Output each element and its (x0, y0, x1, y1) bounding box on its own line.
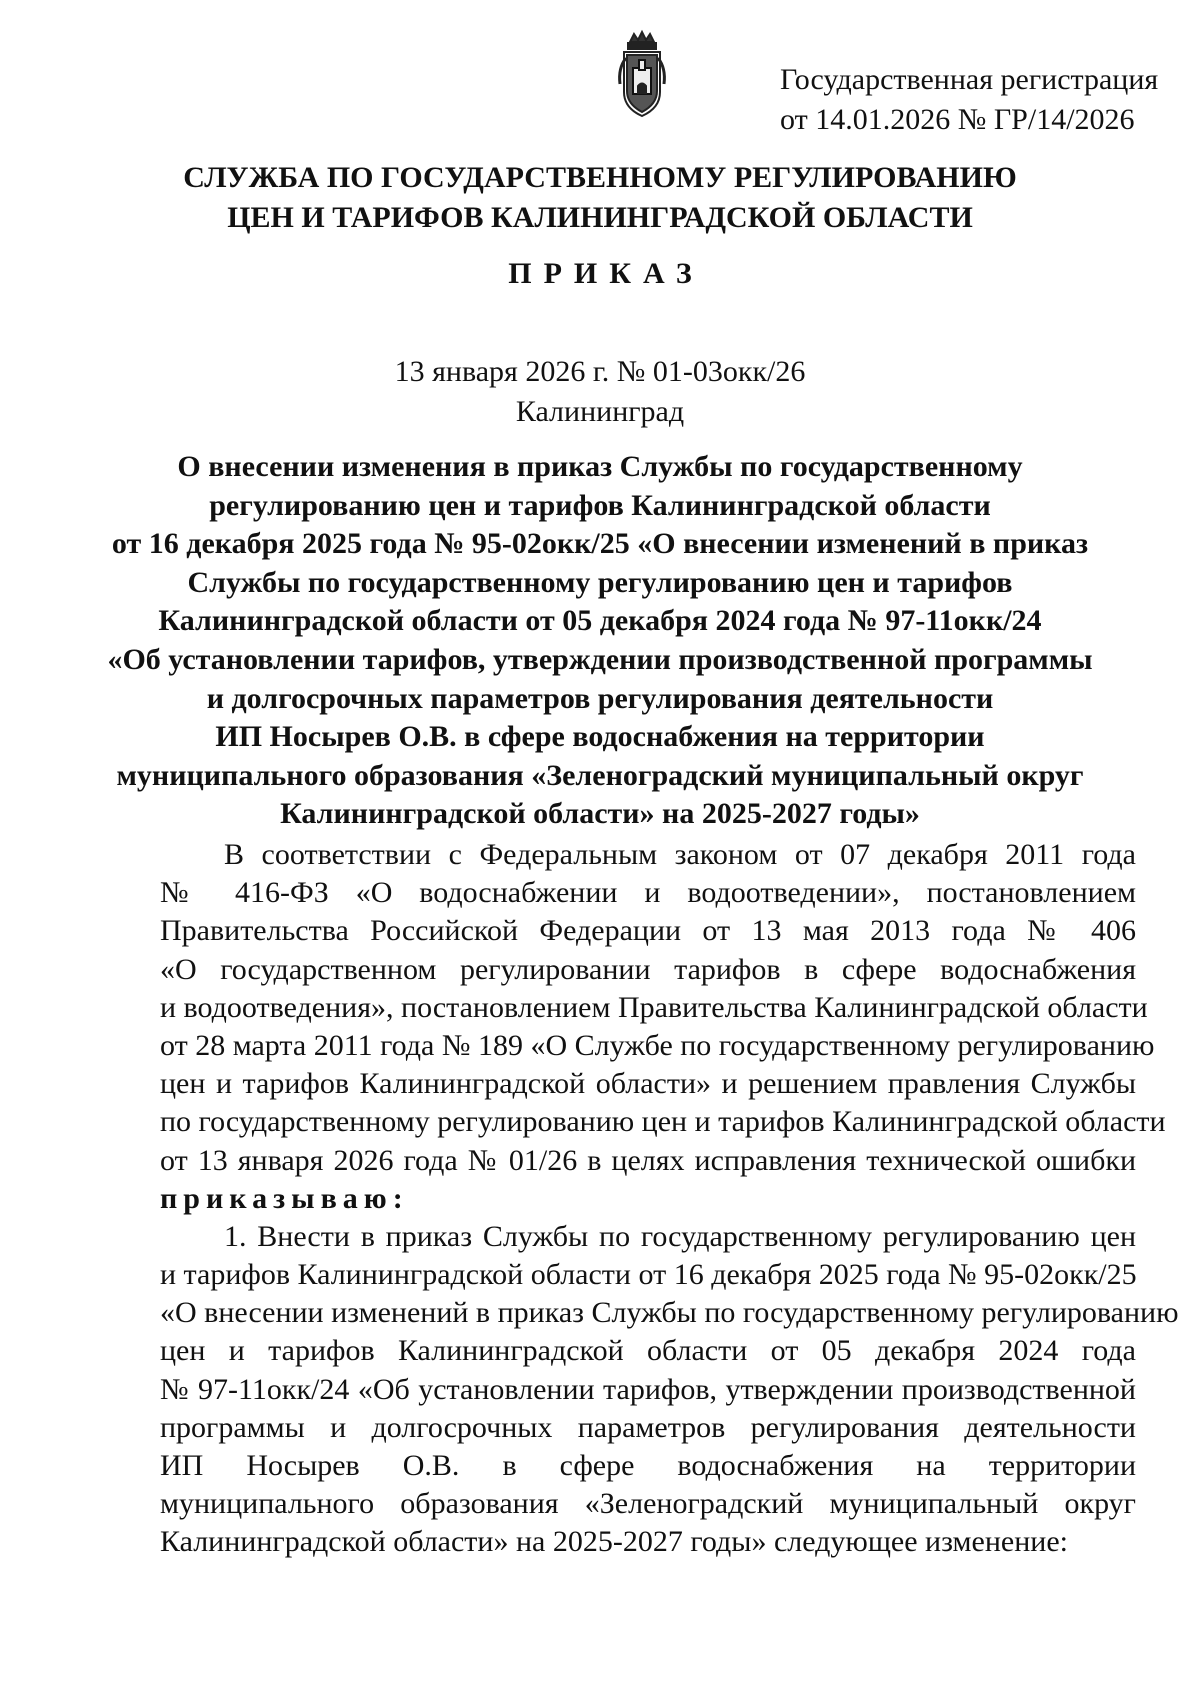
subject-line: и долгосрочных параметров регулирования деятельности (206, 681, 994, 715)
document-type-heading: ПРИКАЗ (508, 257, 704, 290)
order-subject (0, 448, 1200, 834)
preamble-line: от 13 января 2026 года № 01/26 в целях исправления технической ошибки (160, 1143, 1136, 1177)
organization-name (0, 158, 1200, 238)
order-date-block (0, 352, 1200, 432)
subject-line: муниципального образования «Зеленоградский муниципальный округ (116, 758, 1084, 792)
item-1-line: и тарифов Калининградской области от 16 декабря 2025 года № 95-02окк/25 (160, 1258, 1137, 1292)
item-1-line: программы и долгосрочных параметров регулирования деятельности (160, 1410, 1136, 1444)
registration-line-1: Государственная регистрация (780, 63, 1159, 96)
preamble-line: № 416-ФЗ «О водоснабжении и водоотведении», постановлением (160, 876, 1136, 910)
subject-line: от 16 декабря 2025 года № 95-02окк/25 «О внесении изменений в приказ (111, 527, 1089, 561)
order-date-number: 13 января 2026 г. № 01-03окк/26 (394, 355, 806, 388)
item-1-line: 1. Внести в приказ Службы по государственному регулированию цен (224, 1219, 1136, 1253)
subject-line: регулированию цен и тарифов Калининградской области (209, 488, 991, 522)
preamble-line: В соответствии с Федеральным законом от 07 декабря 2011 года (224, 838, 1136, 871)
subject-line: Калининградской области» на 2025-2027 годы» (280, 797, 920, 831)
preamble-line: от 28 марта 2011 года № 189 «О Службе по государственному регулированию (160, 1028, 1155, 1062)
coat-of-arms-icon (612, 28, 672, 128)
preamble-line: Правительства Российской Федерации от 13 мая 2013 года № 406 (160, 914, 1136, 948)
item-1-line: цен и тарифов Калининградской области от 05 декабря 2024 года (160, 1334, 1136, 1368)
registration-stamp (780, 60, 1159, 140)
subject-line: Калининградской области от 05 декабря 2024 года № 97-11окк/24 (158, 604, 1042, 638)
organization-line-1: СЛУЖБА ПО ГОСУДАРСТВЕННОМУ РЕГУЛИРОВАНИЮ (183, 161, 1017, 194)
item-1-line: Калининградской области» на 2025-2027 годы» следующее изменение: (160, 1525, 1068, 1559)
subject-line: О внесении изменения в приказ Службы по государственному (177, 450, 1023, 483)
subject-line: «Об установлении тарифов, утверждении производственной программы (107, 642, 1093, 676)
subject-line: ИП Носырев О.В. в сфере водоснабжения на территории (215, 720, 985, 754)
organization-line-2: ЦЕН И ТАРИФОВ КАЛИНИНГРАДСКОЙ ОБЛАСТИ (227, 201, 973, 234)
preamble-line: и водоотведения», постановлением Правительства Калининградской области (160, 990, 1148, 1024)
order-body (160, 836, 1179, 1562)
item-1-line: № 97-11окк/24 «Об установлении тарифов, утверждении производственной (160, 1372, 1136, 1406)
preamble-line: «О государственном регулировании тарифов в сфере водоснабжения (160, 952, 1136, 986)
subject-line: Службы по государственному регулированию цен и тарифов (187, 565, 1013, 599)
preamble-line: по государственному регулированию цен и тарифов Калининградской области (160, 1105, 1166, 1139)
item-1-line: муниципального образования «Зеленоградский муниципальный округ (160, 1487, 1136, 1521)
orders-word: приказываю: (160, 1181, 409, 1215)
orders-word-line (160, 1180, 1136, 1218)
preamble-line: цен и тарифов Калининградской области» и решением правления Службы (160, 1067, 1136, 1101)
registration-line-2: от 14.01.2026 № ГР/14/2026 (780, 103, 1135, 136)
item-1-line: ИП Носырев О.В. в сфере водоснабжения на территории (160, 1449, 1136, 1482)
order-city: Калининград (515, 395, 685, 428)
item-1-line: «О внесении изменений в приказ Службы по государственному регулированию (160, 1296, 1179, 1330)
